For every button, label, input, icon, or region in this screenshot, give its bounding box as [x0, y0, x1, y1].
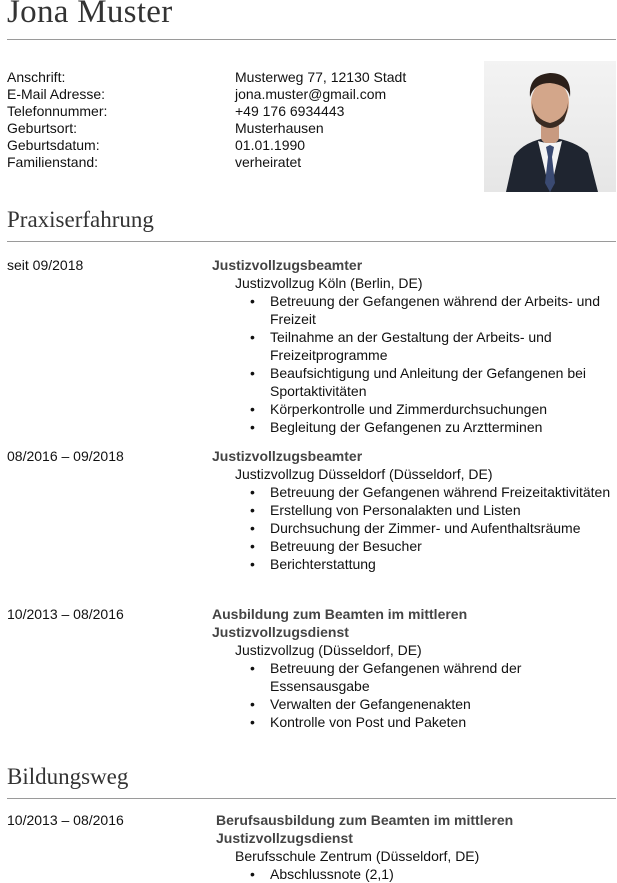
list-item: [250, 555, 616, 573]
info-label: Geburtsdatum:: [7, 137, 100, 153]
info-label: Telefonnummer:: [7, 103, 108, 119]
bullet-text: Betreuung der Besucher: [270, 538, 422, 554]
bullet-icon: •: [250, 419, 255, 435]
section-title-experience: Praxiserfahrung: [7, 207, 154, 232]
section-divider: [7, 798, 616, 799]
info-label: E-Mail Adresse:: [7, 86, 106, 102]
bullet-icon: •: [250, 484, 255, 500]
entry-title: Justizvollzugsbeamter: [212, 448, 363, 464]
bullet-text: Berichterstattung: [270, 556, 376, 572]
bullet-icon: •: [250, 556, 255, 572]
bullet-icon: •: [250, 293, 255, 309]
list-item: [250, 713, 616, 731]
bullet-icon: •: [250, 329, 255, 345]
info-row-birthdate: [7, 137, 477, 154]
list-item: [250, 865, 617, 883]
bullet-icon: •: [250, 714, 255, 730]
entry-bullet-list: [216, 865, 617, 883]
info-value: jona.muster@gmail.com: [235, 86, 387, 102]
bullet-text: Durchsuchung der Zimmer- und Aufenthaltsräume: [270, 520, 581, 536]
entry-title: Justizvollzugsbeamter: [212, 257, 363, 273]
list-item: [250, 695, 616, 713]
list-item: [250, 364, 616, 400]
list-item: [250, 328, 616, 364]
entry-title: Ausbildung zum Beamten im mittleren Justizvollzugsdienst: [212, 606, 468, 640]
list-item: [250, 418, 616, 436]
info-value: Musterweg 77, 12130 Stadt: [235, 69, 407, 85]
list-item: [250, 292, 616, 328]
bullet-text: Erstellung von Personalakten und Listen: [270, 502, 521, 518]
entry-bullet-list: [212, 659, 616, 731]
info-row-phone: [7, 103, 477, 120]
list-item: [250, 519, 616, 537]
bullet-text: Verwalten der Gefangenenakten: [270, 696, 471, 712]
info-value: +49 176 6934443: [235, 103, 345, 119]
info-row-email: [7, 86, 477, 103]
bullet-text: Teilnahme an der Gestaltung der Arbeits- und Freizeitprogramme: [270, 329, 552, 363]
personal-info: [7, 69, 477, 171]
list-item: [250, 483, 616, 501]
entry-date: 10/2013 – 08/2016: [7, 812, 124, 828]
bullet-text: Betreuung der Gefangenen während Freizeitaktivitäten: [270, 484, 611, 500]
bullet-icon: •: [250, 365, 255, 381]
entry-date: 08/2016 – 09/2018: [7, 448, 124, 464]
bullet-icon: •: [250, 502, 255, 518]
list-item: [250, 501, 616, 519]
list-item: [250, 400, 616, 418]
info-value: Musterhausen: [235, 120, 324, 136]
header-divider: [7, 39, 616, 40]
profile-photo: [484, 61, 616, 192]
entry-organization: Berufsschule Zentrum (Düsseldorf, DE): [235, 848, 480, 864]
list-item: [250, 659, 570, 695]
info-value: 01.01.1990: [235, 137, 306, 153]
entry-bullet-list: [212, 483, 616, 573]
bullet-icon: •: [250, 866, 255, 882]
person-silhouette: [484, 61, 616, 192]
entry-title: Berufsausbildung zum Beamten im mittleren Justizvollzugsdienst: [216, 812, 514, 846]
bullet-text: Beaufsichtigung und Anleitung der Gefangenen bei Sportaktivitäten: [270, 365, 587, 399]
info-row-address: [7, 69, 477, 86]
bullet-text: Körperkontrolle und Zimmerdurchsuchungen: [270, 401, 548, 417]
entry-organization: Justizvollzug (Düsseldorf, DE): [235, 642, 422, 658]
bullet-text: Kontrolle von Post und Paketen: [270, 714, 467, 730]
bullet-text: Abschlussnote (2,1): [270, 866, 394, 882]
info-label: Geburtsort:: [7, 120, 78, 136]
bullet-icon: •: [250, 520, 255, 536]
entry-date: 10/2013 – 08/2016: [7, 606, 124, 622]
list-item: [250, 537, 616, 555]
entry-date: seit 09/2018: [7, 257, 84, 273]
section-divider: [7, 241, 616, 242]
entry-organization: Justizvollzug Düsseldorf (Düsseldorf, DE): [235, 466, 493, 482]
info-row-marital-status: [7, 154, 477, 171]
entry-bullet-list: [212, 292, 616, 436]
entry-organization: Justizvollzug Köln (Berlin, DE): [235, 275, 423, 291]
bullet-text: Betreuung der Gefangenen während der Arbeits- und Freizeit: [270, 293, 601, 327]
candidate-name: Jona Muster: [7, 0, 173, 30]
bullet-icon: •: [250, 401, 255, 417]
bullet-icon: •: [250, 538, 255, 554]
bullet-text: Betreuung der Gefangenen während der Essensausgabe: [270, 660, 522, 694]
info-value: verheiratet: [235, 154, 302, 170]
bullet-icon: •: [250, 660, 255, 676]
info-label: Anschrift:: [7, 69, 66, 85]
bullet-icon: •: [250, 696, 255, 712]
bullet-text: Begleitung der Gefangenen zu Arztterminen: [270, 419, 543, 435]
info-label: Familienstand:: [7, 154, 99, 170]
info-row-birthplace: [7, 120, 477, 137]
section-title-education: Bildungsweg: [7, 764, 129, 789]
